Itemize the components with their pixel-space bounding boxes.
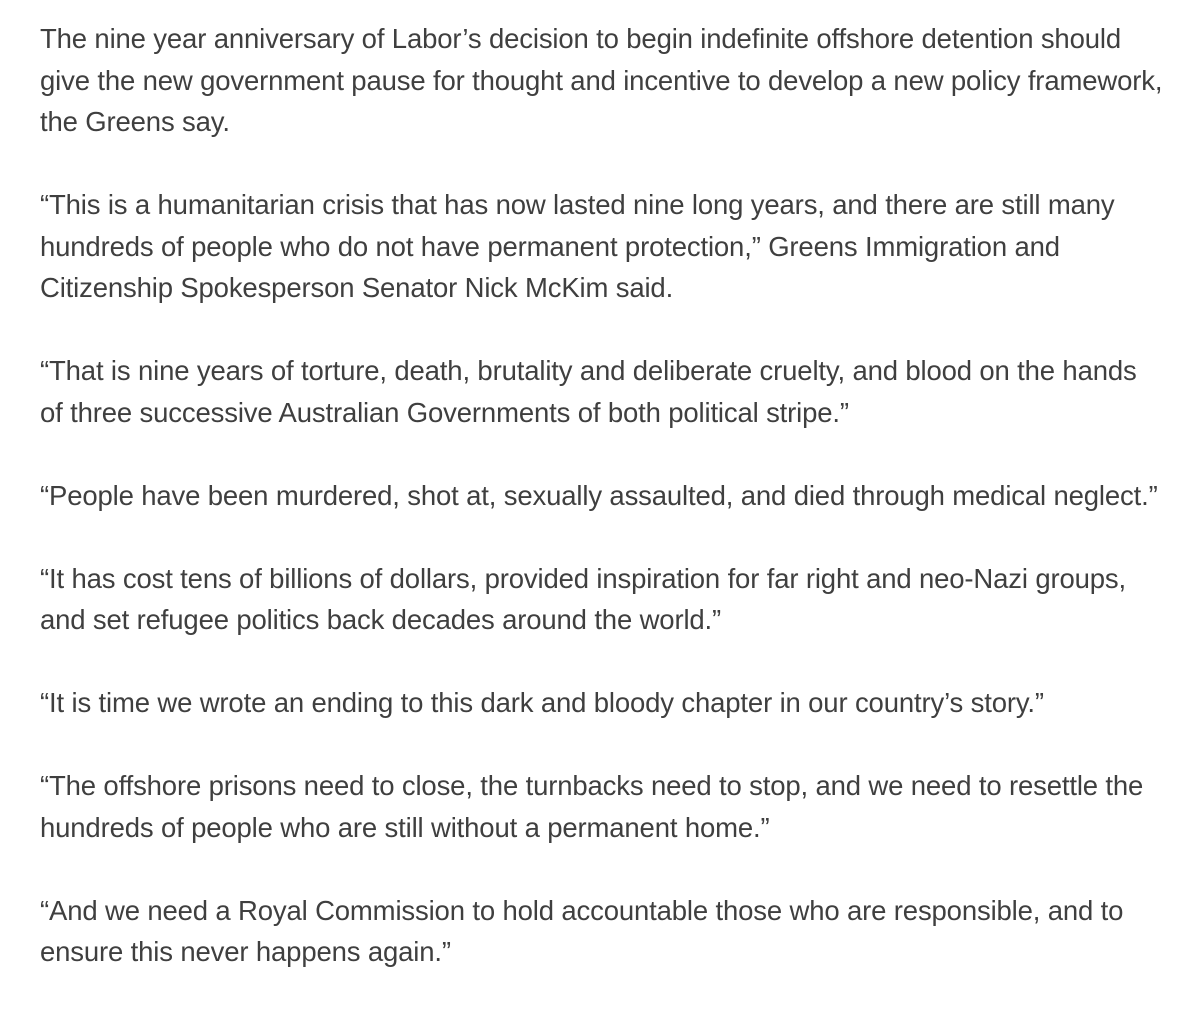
paragraph-quote-people-murdered: “People have been murdered, shot at, sexually assaulted, and died through medical neglect.” — [40, 479, 1158, 511]
article-body — [40, 18, 1165, 973]
paragraph-quote-royal-commission: “And we need a Royal Commission to hold accountable those who are responsible, and to ensure this never happens again.” — [40, 894, 1124, 967]
paragraph-intro: The nine year anniversary of Labor’s decision to begin indefinite offshore detention should give the new government pause for thought and incentive to develop a new policy framework, the Greens say. — [40, 23, 1163, 137]
paragraph-quote-nine-years: “That is nine years of torture, death, brutality and deliberate cruelty, and blood on the hands of three successive Australian Governments of both political stripe.” — [40, 355, 1137, 428]
paragraph-quote-ending: “It is time we wrote an ending to this dark and bloody chapter in our country’s story.” — [40, 687, 1044, 718]
paragraph-quote-humanitarian-crisis: “This is a humanitarian crisis that has now lasted nine long years, and there are still many hundreds of people who do not have permanent protection,” Greens Immigration and Citizenship Spokesperson Senator Nick McKim said. — [40, 189, 1115, 303]
paragraph-quote-offshore-prisons: “The offshore prisons need to close, the turnbacks need to stop, and we need to resettle the hundreds of people who are still without a permanent home.” — [40, 770, 1144, 843]
paragraph-quote-cost: “It has cost tens of billions of dollars, provided inspiration for far right and neo-Nazi groups, and set refugee politics back decades around the world.” — [40, 562, 1127, 635]
